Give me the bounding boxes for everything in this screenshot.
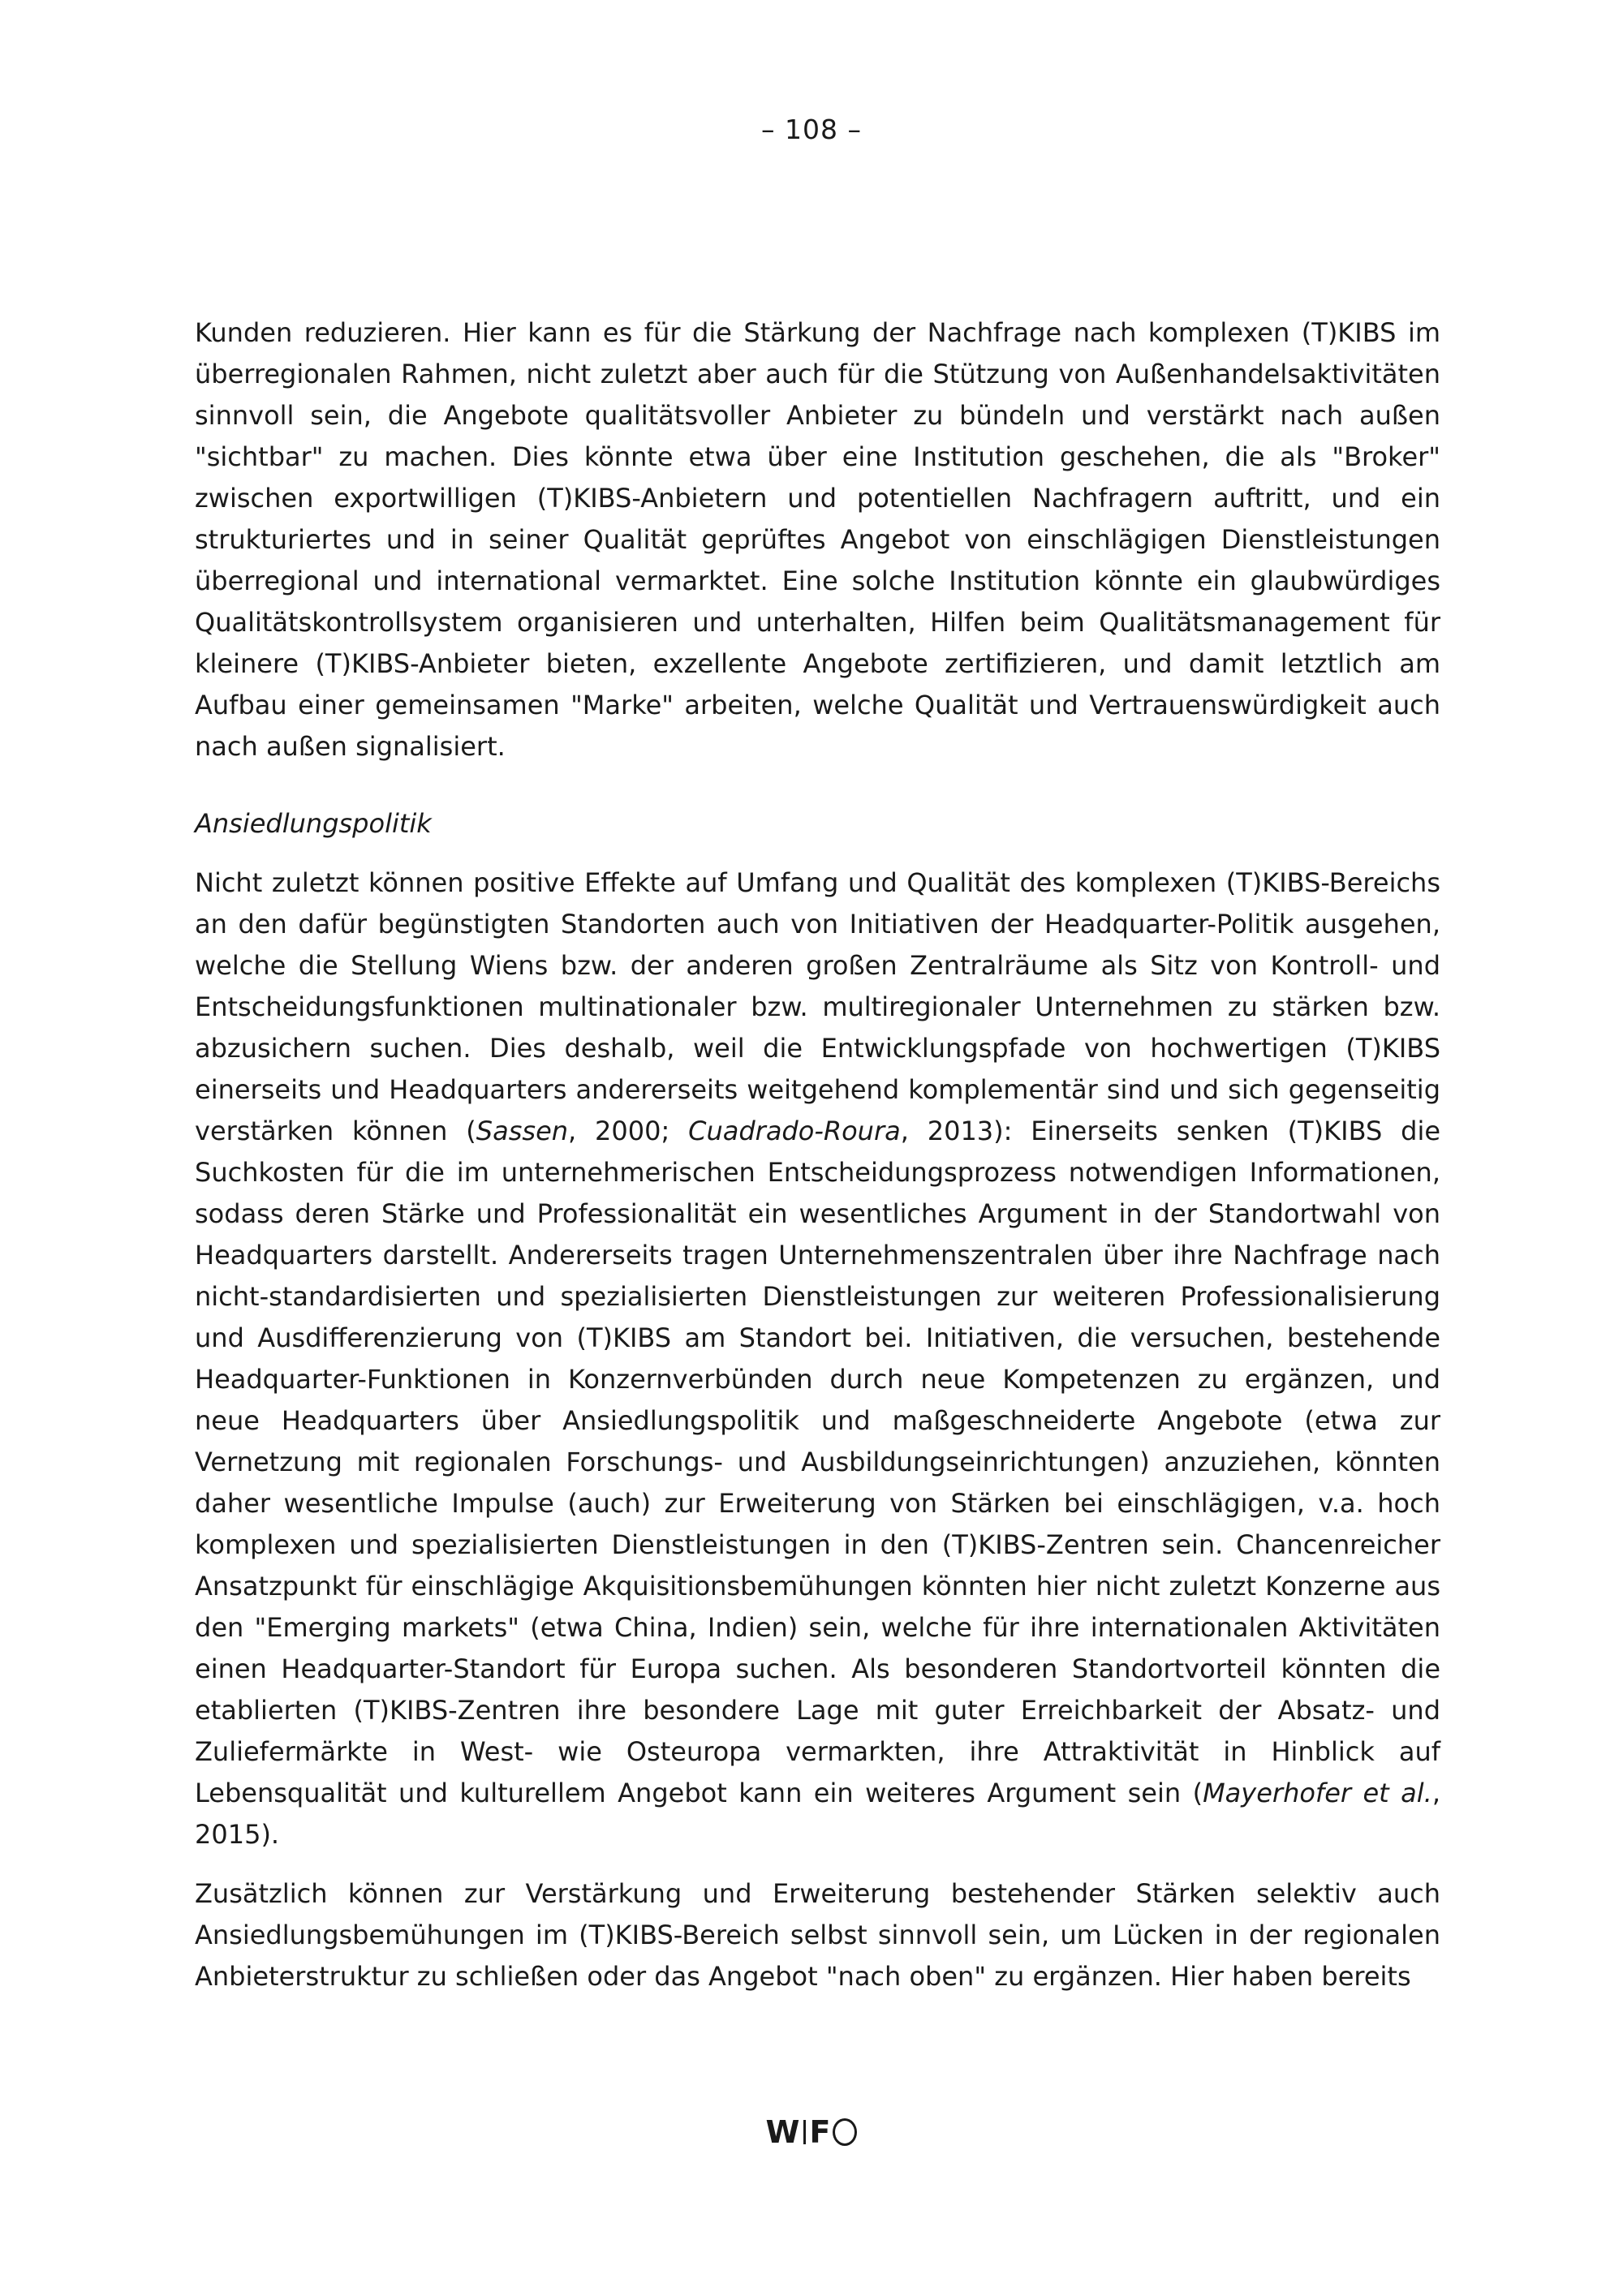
paragraph-2-part-b: , 2000;: [568, 1116, 689, 1146]
citation-mayerhofer: Mayerhofer et al.: [1203, 1778, 1432, 1808]
document-body: [195, 312, 1440, 1997]
logo-bar-i: [803, 2120, 806, 2144]
citation-cuadrado-roura: Cuadrado-Roura: [688, 1116, 901, 1146]
section-heading: Ansiedlungspolitik: [195, 808, 432, 839]
paragraph-1: Kunden reduzieren. Hier kann es für die Stärkung der Nachfrage nach komplexen (T)KIBS im überregionalen Rahmen, nicht zuletzt aber auch für die Stützung von Außenhandelsaktivitäten sinnvoll sein, die Angebote qualitätsvoller Anbieter zu bündeln und verstärkt nach außen "sichtbar" zu machen. Dies könnte etwa über eine Institution geschehen, die als "Broker" zwischen exportwilligen (T)KIBS-Anbietern und potentiellen Nachfragern auftritt, und ein strukturiertes und in seiner Qualität geprüftes Angebot von einschlägigen Dienstleistungen überregional und international vermarktet. Eine solche Institution könnte ein glaubwürdiges Qualitätskontrollsystem organisieren und unterhalten, Hilfen beim Qualitätsmanagement für kleinere (T)KIBS-Anbieter bieten, exzellente Angebote zertifizieren, und damit letztlich am Aufbau einer gemeinsamen "Marke" arbeiten, welche Qualität und Vertrauenswürdigkeit auch nach außen signalisiert.: [195, 317, 1440, 762]
citation-sassen: Sassen: [476, 1116, 569, 1146]
paragraph-2-part-d: , 2015).: [195, 1778, 1441, 1850]
page-number: – 108 –: [761, 114, 862, 145]
wifo-logo: [0, 2114, 1623, 2150]
paragraph-2: [195, 862, 1440, 1855]
logo-circle-o: [833, 2118, 857, 2146]
logo-letter-f: F: [809, 2114, 832, 2150]
logo-letter-w: W: [765, 2114, 801, 2150]
paragraph-2-part-a: Nicht zuletzt können positive Effekte auf Umfang und Qualität des komplexen (T)KIBS-Bereichs an den dafür begünstigten Standorten auch von Initiativen der Headquarter-Politik ausgehen, welche die Stellung Wiens bzw. der anderen großen Zentralräume als Sitz von Kontroll- und Entscheidungsfunktionen multinationaler bzw. multiregionaler Unternehmen zu stärken bzw. abzusichern suchen. Dies deshalb, weil die Entwicklungspfade von hochwertigen (T)KIBS einerseits und Headquarters andererseits weitgehend komplementär sind und sich gegenseitig verstärken können (: [195, 867, 1440, 1146]
paragraph-3: Zusätzlich können zur Verstärkung und Erweiterung bestehender Stärken selektiv auch Ansiedlungsbemühungen im (T)KIBS-Bereich selbst sinnvoll sein, um Lücken in der regionalen Anbieterstruktur zu schließen oder das Angebot "nach oben" zu ergänzen. Hier haben bereits: [195, 1878, 1440, 1992]
paragraph-2-part-c: , 2013): Einerseits senken (T)KIBS die Suchkosten für die im unternehmerischen Entscheidungsprozess notwendigen Informationen, sodass deren Stärke und Professionalität ein wesentliches Argument in der Standortwahl von Headquarters darstellt. Andererseits tragen Unternehmenszentralen über ihre Nachfrage nach nicht-standardisierten und spezialisierten Dienstleistungen zur weiteren Professionalisierung und Ausdifferenzierung von (T)KIBS am Standort bei. Initiativen, die versuchen, bestehende Headquarter-Funktionen in Konzernverbünden durch neue Kompetenzen zu ergänzen, und neue Headquarters über Ansiedlungspolitik und maßgeschneiderte Angebote (etwa zur Vernetzung mit regionalen Forschungs- und Ausbildungseinrichtungen) anzuziehen, könnten daher wesentliche Impulse (auch) zur Erweiterung von Stärken bei einschlägigen, v.a. hoch komplexen und spezialisierten Dienstleistungen in den (T)KIBS-Zentren sein. Chancenreicher Ansatzpunkt für einschlägige Akquisitionsbemühungen könnten hier nicht zuletzt Konzerne aus den "Emerging markets" (etwa China, Indien) sein, welche für ihre internationalen Aktivitäten einen Headquarter-Standort für Europa suchen. Als besonderen Standortvorteil könnten die etablierten (T)KIBS-Zentren ihre besondere Lage mit guter Erreichbarkeit der Absatz- und Zuliefermärkte in West- wie Osteuropa vermarkten, ihre Attraktivität in Hinblick auf Lebensqualität und kulturellem Angebot kann ein weiteres Argument sein (: [195, 1116, 1441, 1808]
